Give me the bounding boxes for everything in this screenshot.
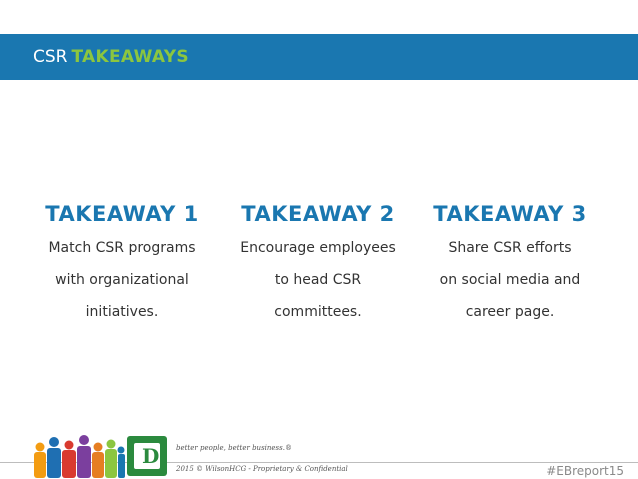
person-figure-icon [47,437,61,478]
takeaway-2-heading: TAKEAWAY 2 [241,202,395,226]
slide-title-plain: CSR [33,47,68,67]
person-figure-icon [62,441,76,479]
takeaway-3-heading: TAKEAWAY 3 [433,202,587,226]
wilsonhcg-logo-icon: D [127,436,167,476]
takeaway-1-line-1: Match CSR programs [48,240,196,256]
slide-title-accent: TAKEAWAYS [71,47,189,67]
person-figure-icon [77,435,91,478]
person-figure-icon [92,443,104,479]
takeaway-1 [22,200,222,322]
person-figure-icon [105,440,117,479]
takeaway-3 [410,200,610,322]
header-banner [0,34,638,80]
takeaway-2-line-2: to head CSR [274,272,362,288]
company-tagline: better people, better business.® [176,444,292,452]
person-figure-icon [118,447,126,479]
people-figures-icon [33,432,125,478]
takeaway-1-line-3: initiatives. [85,304,159,320]
takeaway-1-line-2: with organizational [55,272,189,288]
copyright-notice: 2015 © WilsonHCG - Proprietary & Confidential [176,465,348,473]
slide-title [33,46,189,68]
takeaway-2-line-3: committees. [274,304,362,320]
takeaway-2 [218,200,418,322]
takeaway-1-heading: TAKEAWAY 1 [45,202,199,226]
person-figure-icon [34,443,46,479]
takeaway-3-line-2: on social media and [439,272,581,288]
takeaway-2-line-1: Encourage employees [240,240,396,256]
takeaway-3-line-3: career page. [465,304,555,320]
report-hashtag: #EBreport15 [546,464,624,478]
takeaway-3-line-1: Share CSR efforts [448,240,572,256]
